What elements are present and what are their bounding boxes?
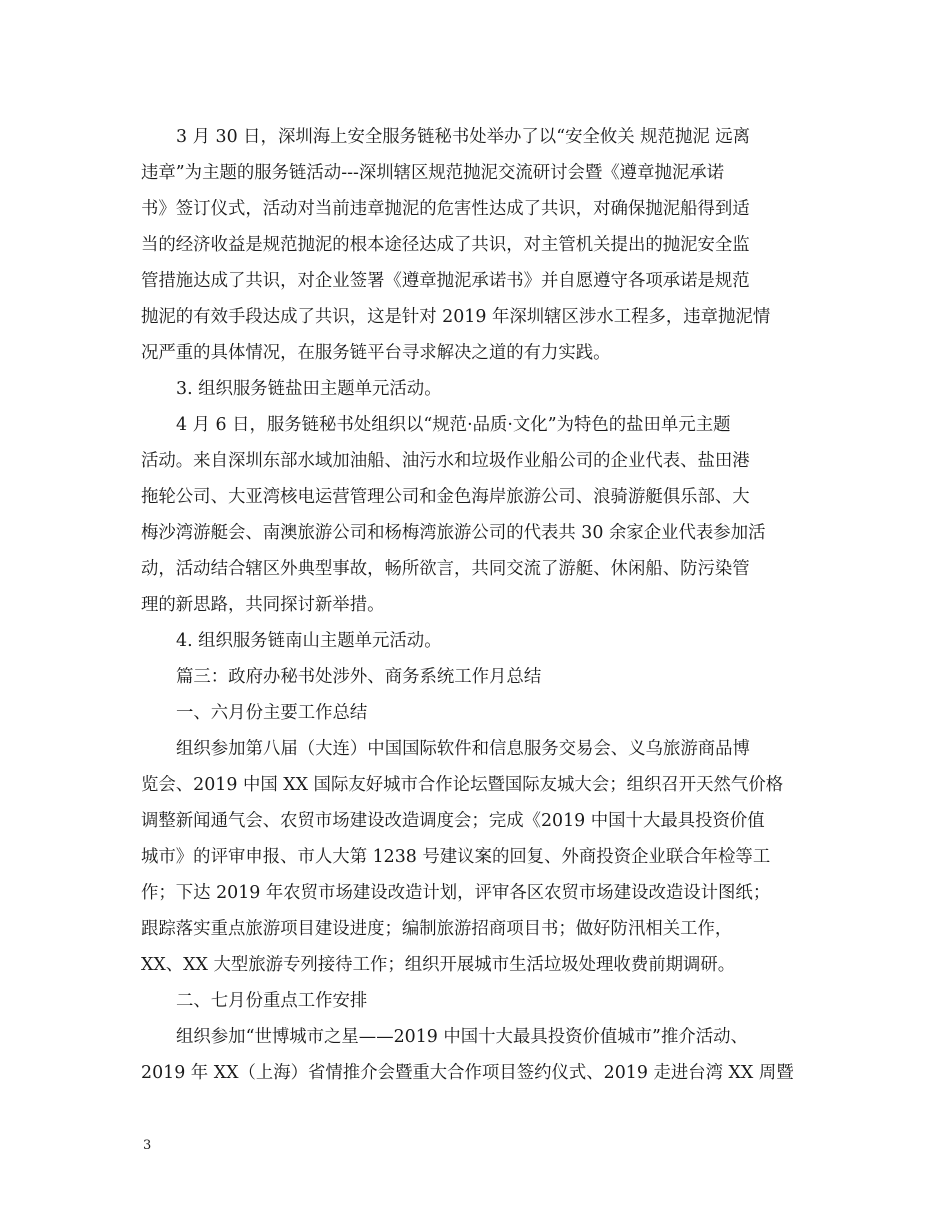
- section-heading: 4. 组织服务链南山主题单元活动。: [176, 631, 442, 651]
- paragraph-line: 当的经济收益是规范抛泥的根本途径达成了共识，对主管机关提出的抛泥安全监: [141, 235, 750, 255]
- paragraph-line: 作；下达 2019 年农贸市场建设改造计划，评审各区农贸市场建设改造设计图纸；: [141, 883, 771, 903]
- paragraph-line: 梅沙湾游艇会、南澳旅游公司和杨梅湾旅游公司的代表共 30 余家企业代表参加活: [141, 523, 766, 543]
- page-number: 3: [143, 1138, 152, 1153]
- paragraph-line: 拖轮公司、大亚湾核电运营管理公司和金色海岸旅游公司、浪骑游艇俱乐部、大: [141, 487, 750, 507]
- paragraph-line: 理的新思路，共同探讨新举措。: [141, 595, 385, 615]
- paragraph-line: 书》签订仪式，活动对当前违章抛泥的危害性达成了共识，对确保抛泥船得到适: [141, 199, 750, 219]
- section-heading: 一、六月份主要工作总结: [176, 703, 368, 723]
- paragraph-line: XX、XX 大型旅游专列接待工作；组织开展城市生活垃圾处理收费前期调研。: [141, 955, 736, 975]
- paragraph-line: 抛泥的有效手段达成了共识，这是针对 2019 年深圳辖区涉水工程多，违章抛泥情: [141, 307, 771, 327]
- paragraph-line: 4 月 6 日，服务链秘书处组织以“规范·品质·文化”为特色的盐田单元主题: [176, 415, 731, 435]
- document-body: [141, 122, 811, 1094]
- paragraph-line: 跟踪落实重点旅游项目建设进度；编制旅游招商项目书；做好防汛相关工作，: [141, 919, 733, 939]
- paragraph-line: 调整新闻通气会、农贸市场建设改造调度会；完成《2019 中国十大最具投资价值: [141, 811, 765, 831]
- paragraph-line: 违章”为主题的服务链活动---深圳辖区规范抛泥交流研讨会暨《遵章抛泥承诺: [141, 163, 725, 183]
- paragraph-line: 动，活动结合辖区外典型事故，畅所欲言，共同交流了游艇、休闲船、防污染管: [141, 559, 750, 579]
- paragraph-line: 2019 年 XX（上海）省情推介会暨重大合作项目签约仪式、2019 走进台湾 XX 周暨: [141, 1063, 794, 1083]
- section-heading: 篇三：政府办秘书处涉外、商务系统工作月总结: [176, 667, 542, 687]
- paragraph-line: 组织参加“世博城市之星——2019 中国十大最具投资价值城市”推介活动、: [176, 1027, 748, 1047]
- paragraph-line: 组织参加第八届（大连）中国国际软件和信息服务交易会、义乌旅游商品博: [176, 739, 750, 759]
- section-heading: 二、七月份重点工作安排: [176, 991, 368, 1011]
- paragraph-line: 览会、2019 中国 XX 国际友好城市合作论坛暨国际友城大会；组织召开天然气价格: [141, 775, 784, 795]
- section-heading: 3. 组织服务链盐田主题单元活动。: [176, 379, 442, 399]
- paragraph-line: 3 月 30 日，深圳海上安全服务链秘书处举办了以“安全攸关 规范抛泥 远离: [176, 127, 751, 147]
- paragraph-line: 况严重的具体情况，在服务链平台寻求解决之道的有力实践。: [141, 343, 611, 363]
- paragraph-line: 城市》的评审申报、市人大第 1238 号建议案的回复、外商投资企业联合年检等工: [141, 847, 771, 867]
- paragraph-line: 管措施达成了共识，对企业签署《遵章抛泥承诺书》并自愿遵守各项承诺是规范: [141, 271, 750, 291]
- paragraph-line: 活动。来自深圳东部水域加油船、油污水和垃圾作业船公司的企业代表、盐田港: [141, 451, 750, 471]
